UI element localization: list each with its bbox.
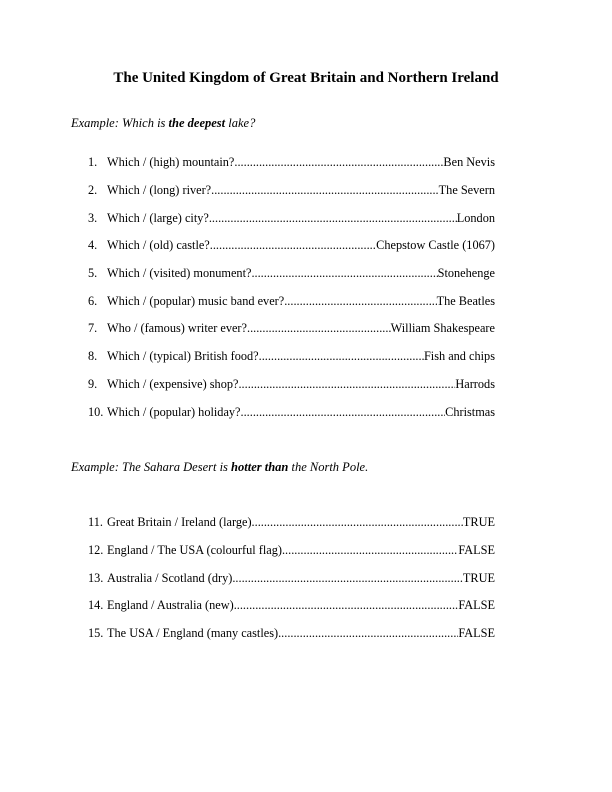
- example-prefix: Example: The Sahara Desert is: [71, 460, 232, 474]
- item-question: Which / (high) mountain?: [107, 155, 235, 169]
- leader-dots: [282, 543, 458, 558]
- item-question: The USA / England (many castles): [107, 626, 279, 640]
- item-number: 4.: [88, 238, 98, 252]
- leader-dots: [241, 405, 446, 420]
- item-number: 10.: [88, 405, 104, 419]
- list-item: [88, 377, 495, 393]
- list-item: [88, 294, 495, 310]
- list-item: [88, 211, 495, 227]
- item-answer: Chepstow Castle (1067): [376, 238, 495, 252]
- item-question: Which / (old) castle?: [107, 238, 210, 252]
- leader-dots: [210, 238, 376, 253]
- item-answer: William Shakespeare: [390, 321, 495, 335]
- list-item: [88, 155, 495, 171]
- item-number: 14.: [88, 598, 104, 612]
- leader-dots: [278, 626, 458, 641]
- item-question: Which / (large) city?: [107, 211, 209, 225]
- list-item: [88, 598, 495, 614]
- page-title: The United Kingdom of Great Britain and Northern Ireland: [113, 70, 499, 86]
- item-answer: Stonehenge: [437, 266, 495, 280]
- item-question: England / Australia (new): [107, 598, 234, 612]
- example-superlative: [71, 116, 255, 131]
- leader-dots: [251, 266, 437, 281]
- item-answer: FALSE: [458, 626, 495, 640]
- item-question: Australia / Scotland (dry): [107, 571, 233, 585]
- item-number: 6.: [88, 294, 98, 308]
- item-answer: The Severn: [438, 183, 495, 197]
- example-bold: the deepest: [168, 116, 226, 130]
- item-question: Which / (popular) holiday?: [107, 405, 241, 419]
- list-item: [88, 238, 495, 254]
- leader-dots: [284, 294, 436, 309]
- item-question: Great Britain / Ireland (large): [107, 515, 252, 529]
- leader-dots: [238, 377, 455, 392]
- item-number: 11.: [88, 515, 103, 529]
- leader-dots: [209, 211, 457, 226]
- item-answer: FALSE: [458, 543, 495, 557]
- item-answer: TRUE: [462, 515, 495, 529]
- item-number: 8.: [88, 349, 98, 363]
- list-item: [88, 543, 495, 559]
- item-answer: Ben Nevis: [443, 155, 495, 169]
- list-item: [88, 266, 495, 282]
- item-number: 15.: [88, 626, 104, 640]
- item-number: 13.: [88, 571, 104, 585]
- item-number: 9.: [88, 377, 98, 391]
- example-comparative: [71, 460, 368, 475]
- list-item: [88, 405, 495, 421]
- item-number: 3.: [88, 211, 98, 225]
- item-number: 7.: [88, 321, 98, 335]
- item-question: Which / (typical) British food?: [107, 349, 259, 363]
- leader-dots: [232, 571, 463, 586]
- leader-dots: [252, 515, 463, 530]
- item-question: Which / (expensive) shop?: [107, 377, 239, 391]
- leader-dots: [247, 321, 391, 336]
- leader-dots: [234, 155, 443, 170]
- item-question: Which / (long) river?: [107, 183, 212, 197]
- example-suffix: lake?: [225, 116, 256, 130]
- item-question: Which / (visited) monument?: [107, 266, 252, 280]
- item-question: Which / (popular) music band ever?: [107, 294, 285, 308]
- list-item: [88, 515, 495, 531]
- example-prefix: Example: Which is: [71, 116, 169, 130]
- item-number: 1.: [88, 155, 98, 169]
- leader-dots: [259, 349, 424, 364]
- item-number: 12.: [88, 543, 104, 557]
- example-bold: hotter than: [231, 460, 289, 474]
- item-answer: TRUE: [462, 571, 495, 585]
- item-answer: Christmas: [445, 405, 495, 419]
- item-answer: The Beatles: [436, 294, 495, 308]
- list-item: [88, 626, 495, 642]
- item-question: England / The USA (colourful flag): [107, 543, 282, 557]
- item-answer: Fish and chips: [423, 349, 495, 363]
- item-answer: Harrods: [455, 377, 495, 391]
- item-number: 2.: [88, 183, 98, 197]
- item-question: Who / (famous) writer ever?: [107, 321, 247, 335]
- leader-dots: [234, 598, 459, 613]
- list-item: [88, 321, 495, 337]
- list-item: [88, 571, 495, 587]
- leader-dots: [211, 183, 439, 198]
- item-answer: FALSE: [458, 598, 495, 612]
- item-number: 5.: [88, 266, 98, 280]
- item-answer: London: [456, 211, 495, 225]
- example-suffix: the North Pole.: [288, 460, 369, 474]
- list-item: [88, 183, 495, 199]
- list-item: [88, 349, 495, 365]
